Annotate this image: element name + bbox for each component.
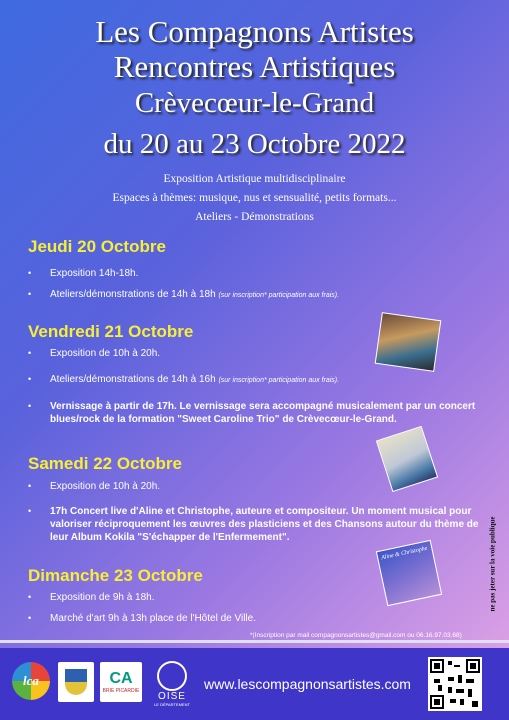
info-line-3: Ateliers - Démonstrations [195, 211, 314, 223]
bullet: • [28, 374, 32, 384]
thursday-item-1: Exposition 14h-18h. [50, 268, 139, 279]
friday-item-2-text: Ateliers/démonstrations de 14h à 16h [50, 374, 216, 385]
website-link[interactable]: www.lescompagnonsartistes.com [204, 676, 411, 692]
friday-item-2 [50, 373, 480, 387]
side-notice-right: ne pas jeter sur la voie publique [488, 516, 497, 612]
day-title-saturday: Samedi 22 Octobre [28, 454, 183, 473]
info-line-1: Exposition Artistique multidisciplinaire [163, 173, 346, 185]
bullet: • [28, 481, 32, 491]
bullet: • [28, 348, 32, 358]
bullet: • [28, 613, 32, 623]
title-line-2: Rencontres Artistiques [113, 49, 396, 84]
day-title-sunday: Dimanche 23 Octobre [28, 566, 203, 585]
qr-code-icon[interactable] [428, 657, 482, 711]
thursday-item-2 [50, 288, 480, 302]
bullet: • [28, 268, 32, 278]
bullet: • [28, 401, 32, 411]
thursday-item-2-text: Ateliers/démonstrations de 14h à 18h [50, 289, 216, 300]
town-crest-icon [58, 662, 94, 702]
oise-logo-subtitle: LE DÉPARTEMENT [154, 702, 190, 707]
ca-logo-icon: CA [109, 670, 133, 687]
bullet: • [28, 506, 32, 516]
footer-bar [0, 648, 509, 720]
sunday-item-2: Marché d'art 9h à 13h place de l'Hôtel de Ville. [50, 613, 256, 624]
day-title-thursday: Jeudi 20 Octobre [28, 237, 166, 256]
title-line-1: Les Compagnons Artistes [95, 14, 414, 49]
saturday-item-2: 17h Concert live d'Aline et Christophe, auteure et compositeur. Un moment musical pour valoriser réciproquement les œuvres des plasticiens et des Chansons autour du thème de leur Album Kokila "S'échapper de l'Enfermement". [50, 506, 479, 543]
friday-item-3: Vernissage à partir de 17h. Le vernissage sera accompagné musicalement par un concert blues/rock de la formation "Sweet Caroline Trio" de Crèvecœur-le-Grand. [50, 401, 476, 425]
oise-circle-icon [157, 661, 187, 691]
ca-logo-subtitle: BRIE PICARDIE [102, 688, 140, 694]
sunday-item-1: Exposition de 9h à 18h. [50, 592, 155, 603]
title-line-4: du 20 au 23 Octobre 2022 [103, 128, 406, 160]
thursday-item-2-note: (sur inscription* participation aux frais). [218, 292, 340, 299]
bullet: • [28, 289, 32, 299]
title-line-3: Crèvecœur-le-Grand [134, 87, 375, 119]
footer-divider [0, 640, 509, 643]
album-cover-title: Aline & Christophe [380, 545, 428, 562]
inscription-note: *(Inscription par mail compagnonsartistes@gmail.com ou 06.16.97.03.68) [250, 632, 462, 639]
friday-item-1: Exposition de 10h à 20h. [50, 348, 161, 359]
crest-shield-icon [65, 669, 87, 695]
oise-logo-text: OISE [158, 691, 186, 702]
album-cover-photo [376, 540, 442, 606]
qr-code-graphic [430, 659, 480, 709]
saturday-item-1: Exposition de 10h à 20h. [50, 481, 161, 492]
oise-logo [150, 658, 194, 710]
bullet: • [28, 592, 32, 602]
credit-agricole-logo [100, 662, 142, 702]
friday-item-2-note: (sur inscription* participation aux frais). [218, 377, 340, 384]
info-line-2: Espaces à thèmes: musique, nus et sensualité, petits formats... [112, 192, 397, 204]
day-title-friday: Vendredi 21 Octobre [28, 322, 194, 341]
lca-logo-icon: lca [12, 662, 50, 700]
exhibition-photo [375, 312, 442, 372]
